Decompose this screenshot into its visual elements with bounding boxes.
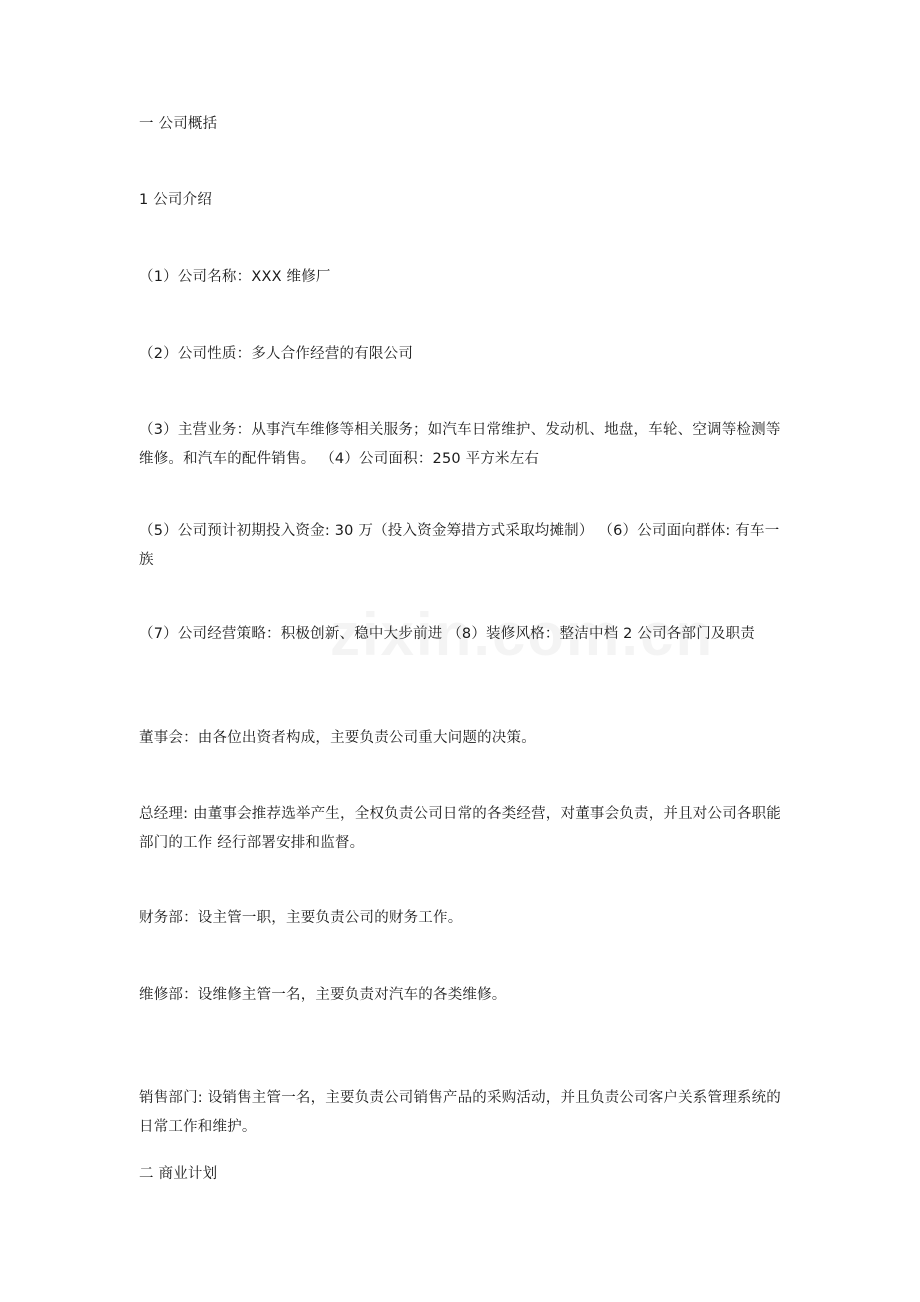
subsection-heading-company-intro: 1 公司介绍 xyxy=(139,192,213,208)
paragraph-sales-dept: 销售部门: 设销售主管一名，主要负责公司销售产品的采购活动，并且负责公司客户关系管理系统的日常工作和维护。 xyxy=(139,1090,781,1135)
section-heading-business-plan: 二 商业计划 xyxy=(139,1166,218,1182)
paragraph-investment: （5）公司预计初期投入资金: 30 万（投入资金筹措方式采取均摊制） （6）公司面向群体: 有车一族 xyxy=(139,523,780,568)
paragraph-board: 董事会：由各位出资者构成，主要负责公司重大问题的决策。 xyxy=(139,730,536,746)
paragraph-repair-dept: 维修部：设维修主管一名，主要负责对汽车的各类维修。 xyxy=(139,987,507,1003)
paragraph-company-name: （1）公司名称：XXX 维修厂 xyxy=(139,269,331,285)
paragraph-general-manager: 总经理: 由董事会推荐选举产生，全权负责公司日常的各类经营，对董事会负责，并且对公司各职能部门的工作 经行部署安排和监督。 xyxy=(139,806,781,851)
section-heading-company-overview: 一 公司概括 xyxy=(139,116,218,132)
paragraph-strategy: （7）公司经营策略：积极创新、稳中大步前进 （8）装修风格：整洁中档 2 公司各部门及职责 xyxy=(139,626,755,642)
paragraph-company-nature: （2）公司性质：多人合作经营的有限公司 xyxy=(139,346,414,362)
paragraph-main-business: （3）主营业务：从事汽车维修等相关服务；如汽车日常维护、发动机、地盘，车轮、空调等检测等维修。和汽车的配件销售。 （4）公司面积：250 平方米左右 xyxy=(139,422,781,467)
paragraph-finance-dept: 财务部：设主管一职，主要负责公司的财务工作。 xyxy=(139,910,463,926)
